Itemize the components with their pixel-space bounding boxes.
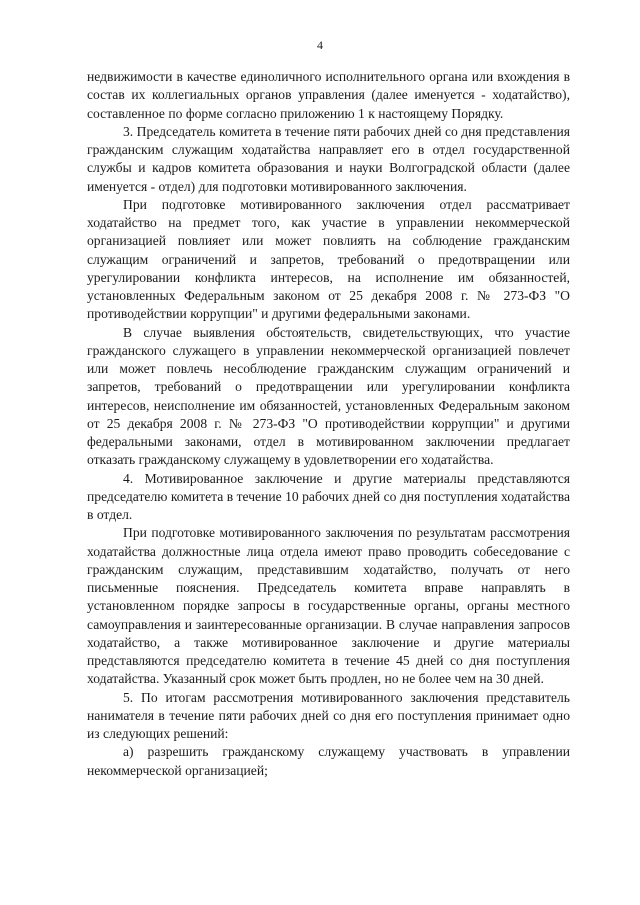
paragraph-item-5: 5. По итогам рассмотрения мотивированного заключения представитель нанимателя в течение пяти рабочих дней со дня его поступления принимает одно из следующих решений: — [87, 689, 570, 741]
paragraph-item-4: 4. Мотивированное заключение и другие материалы представляются председателю комитета в течение 10 рабочих дней со дня поступления ходатайства в отдел. — [87, 470, 570, 522]
page-number: 4 — [317, 38, 323, 52]
paragraph-continuation: недвижимости в качестве единоличного исполнительного органа или вхождения в состав их коллегиальных органов управления (далее именуется - ходатайство), составленное по форме согласно приложению 1 к настоящему Порядку. — [87, 69, 570, 121]
paragraph-item-5a: а) разрешить гражданскому служащему участвовать в управлении некоммерческой организацией; — [87, 744, 570, 778]
document-body — [87, 68, 570, 780]
paragraph-review: При подготовке мотивированного заключения отдел рассматривает ходатайство на предмет того, как участие в управлении некоммерческой организацией повлияет или может повлиять на соблюдение гражданским служащим ограничений и запретов, требований о предотвращении или урегулировании конфликта интересов, на исполнение им обязанностей, установленных Федеральным законом от 25 декабря 2008 г. № 273-ФЗ "О противодействии коррупции" и другими федеральными законами. — [87, 196, 570, 322]
paragraph-item-3: 3. Председатель комитета в течение пяти рабочих дней со дня представления гражданским служащим ходатайства направляет его в отдел государственной службы и кадров комитета образования и науки Волгоградской области (далее именуется - отдел) для подготовки мотивированного заключения. — [87, 123, 570, 194]
paragraph-interview: При подготовке мотивированного заключения по результатам рассмотрения ходатайства должностные лица отдела имеют право проводить собеседование с гражданским служащим, представившим ходатайство, получать от него письменные пояснения. Председатель комитета вправе направлять в установленном порядке запросы в государственные органы, органы местного самоуправления и заинтересованные организации. В случае направления запросов ходатайство, а также мотивированное заключение и другие материалы представляются председателю комитета в течение 45 дней со дня поступления ходатайства. Указанный срок может быть продлен, но не более чем на 30 дней. — [87, 525, 570, 687]
paragraph-refusal: В случае выявления обстоятельств, свидетельствующих, что участие гражданского служащего в управлении некоммерческой организацией повлечет или может повлечь несоблюдение гражданским служащим ограничений и запретов, требований о предотвращении или урегулировании конфликта интересов, неисполнение им обязанностей, установленных Федеральным законом от 25 декабря 2008 г. № 273-ФЗ "О противодействии коррупции" и другими федеральными законами, отдел в мотивированном заключении предлагает отказать гражданскому служащему в удовлетворении его ходатайства. — [87, 324, 570, 468]
